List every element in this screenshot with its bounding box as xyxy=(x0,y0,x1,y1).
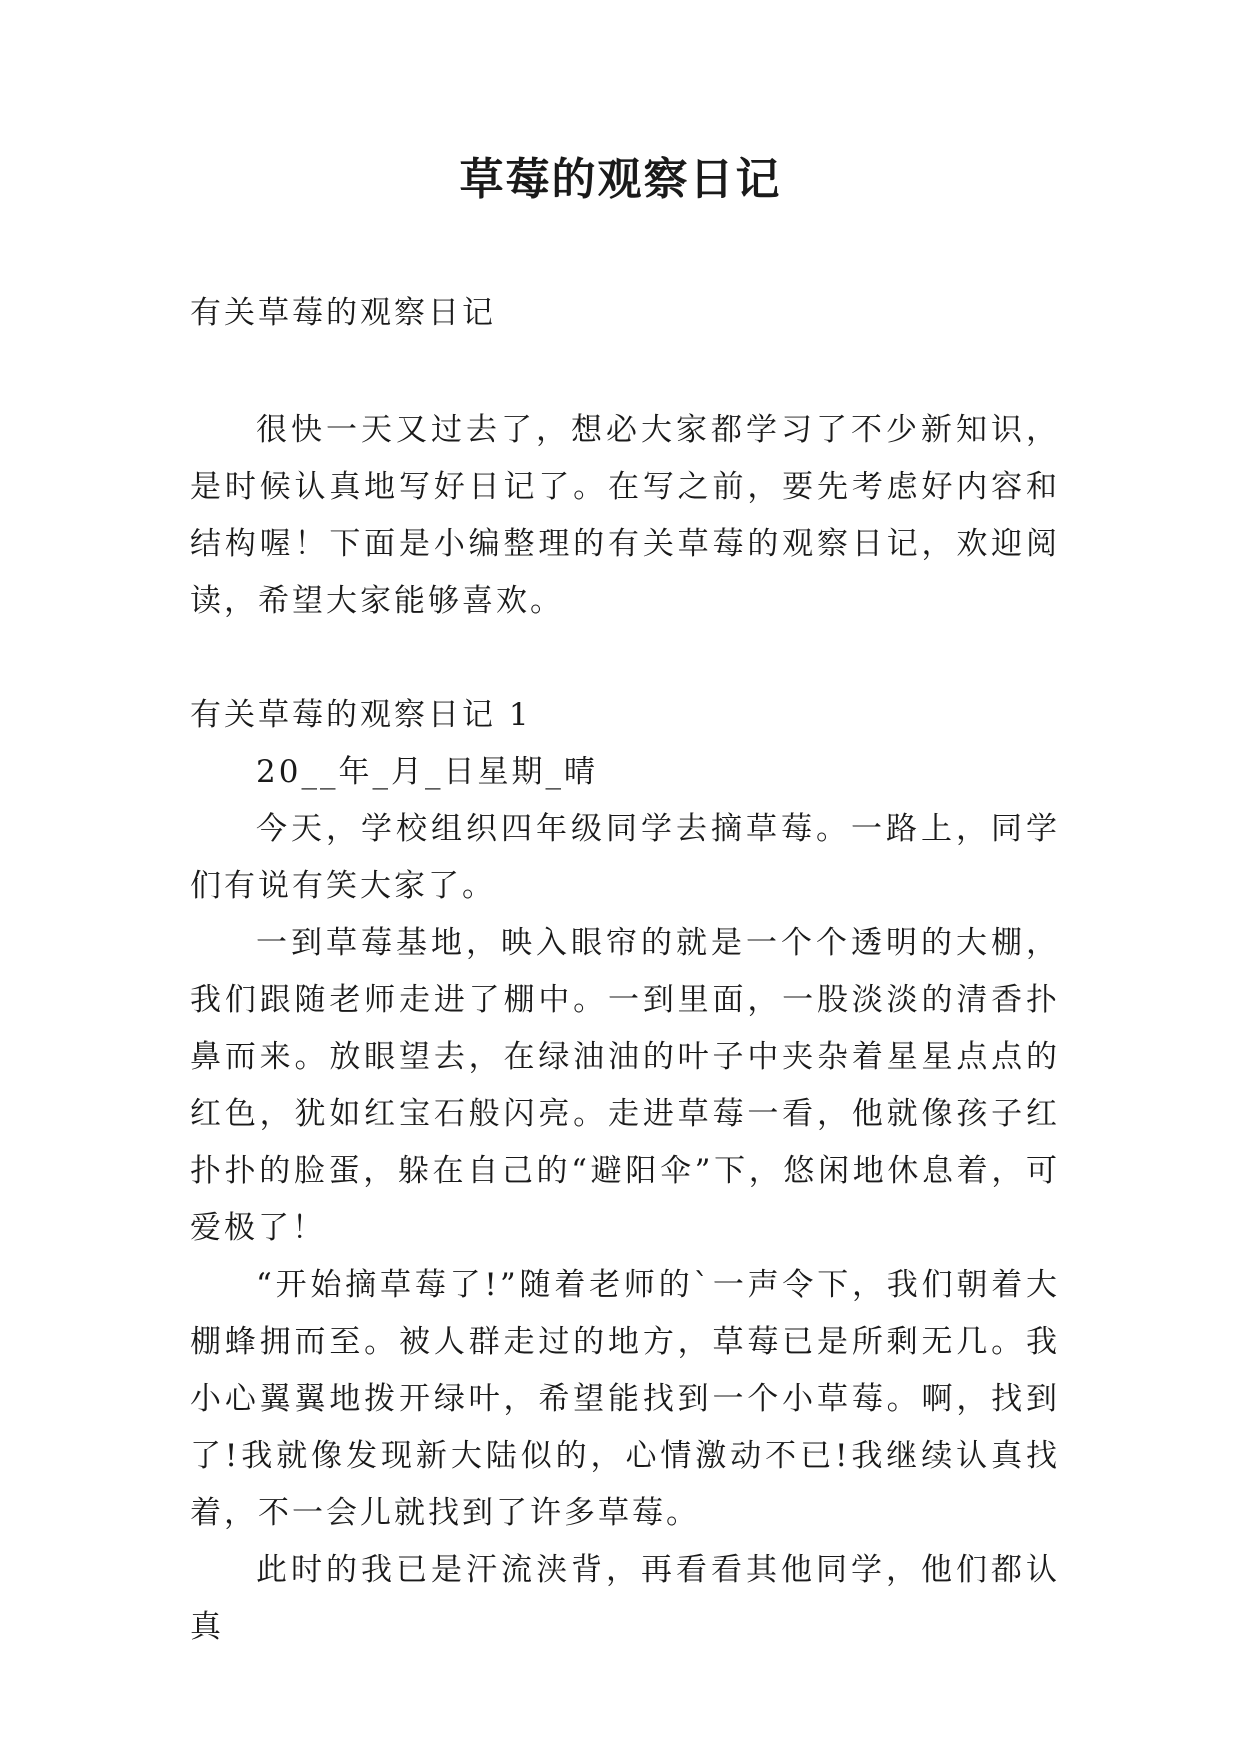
body-paragraph: 此时的我已是汗流浃背，再看看其他同学，他们都认真 xyxy=(190,1552,1060,1645)
spacer xyxy=(190,630,1060,687)
document-body xyxy=(190,285,1060,1656)
document-subtitle: 有关草莓的观察日记 xyxy=(190,295,496,331)
body-paragraph: “开始摘草莓了!”随着老师的`一声令下，我们朝着大棚蜂拥而至。被人群走过的地方，草莓已是所剩无几。我小心翼翼地拨开绿叶，希望能找到一个小草莓。啊，找到了!我就像发现新大陆似的，心情激动不已!我继续认真找着，不一会儿就找到了许多草莓。 xyxy=(190,1267,1060,1531)
spacer xyxy=(190,342,1060,402)
body-paragraph: 今天，学校组织四年级同学去摘草莓。一路上，同学们有说有笑大家了。 xyxy=(190,811,1060,904)
document-title: 草莓的观察日记 xyxy=(459,154,782,205)
body-paragraph: 一到草莓基地，映入眼帘的就是一个个透明的大棚，我们跟随老师走进了棚中。一到里面，一股淡淡的清香扑鼻而来。放眼望去，在绿油油的叶子中夹杂着星星点点的红色，犹如红宝石般闪亮。走进草莓一看，他就像孩子红扑扑的脸蛋，躲在自己的“避阳伞”下，悠闲地休息着，可爱极了！ xyxy=(190,925,1060,1246)
intro-paragraph: 很快一天又过去了，想必大家都学习了不少新知识，是时候认真地写好日记了。在写之前，要先考虑好内容和结构喔！下面是小编整理的有关草莓的观察日记，欢迎阅读，希望大家能够喜欢。 xyxy=(190,412,1060,619)
section-heading: 有关草莓的观察日记 1 xyxy=(190,697,532,733)
date-line: 20__年_月_日星期_晴 xyxy=(256,754,598,790)
